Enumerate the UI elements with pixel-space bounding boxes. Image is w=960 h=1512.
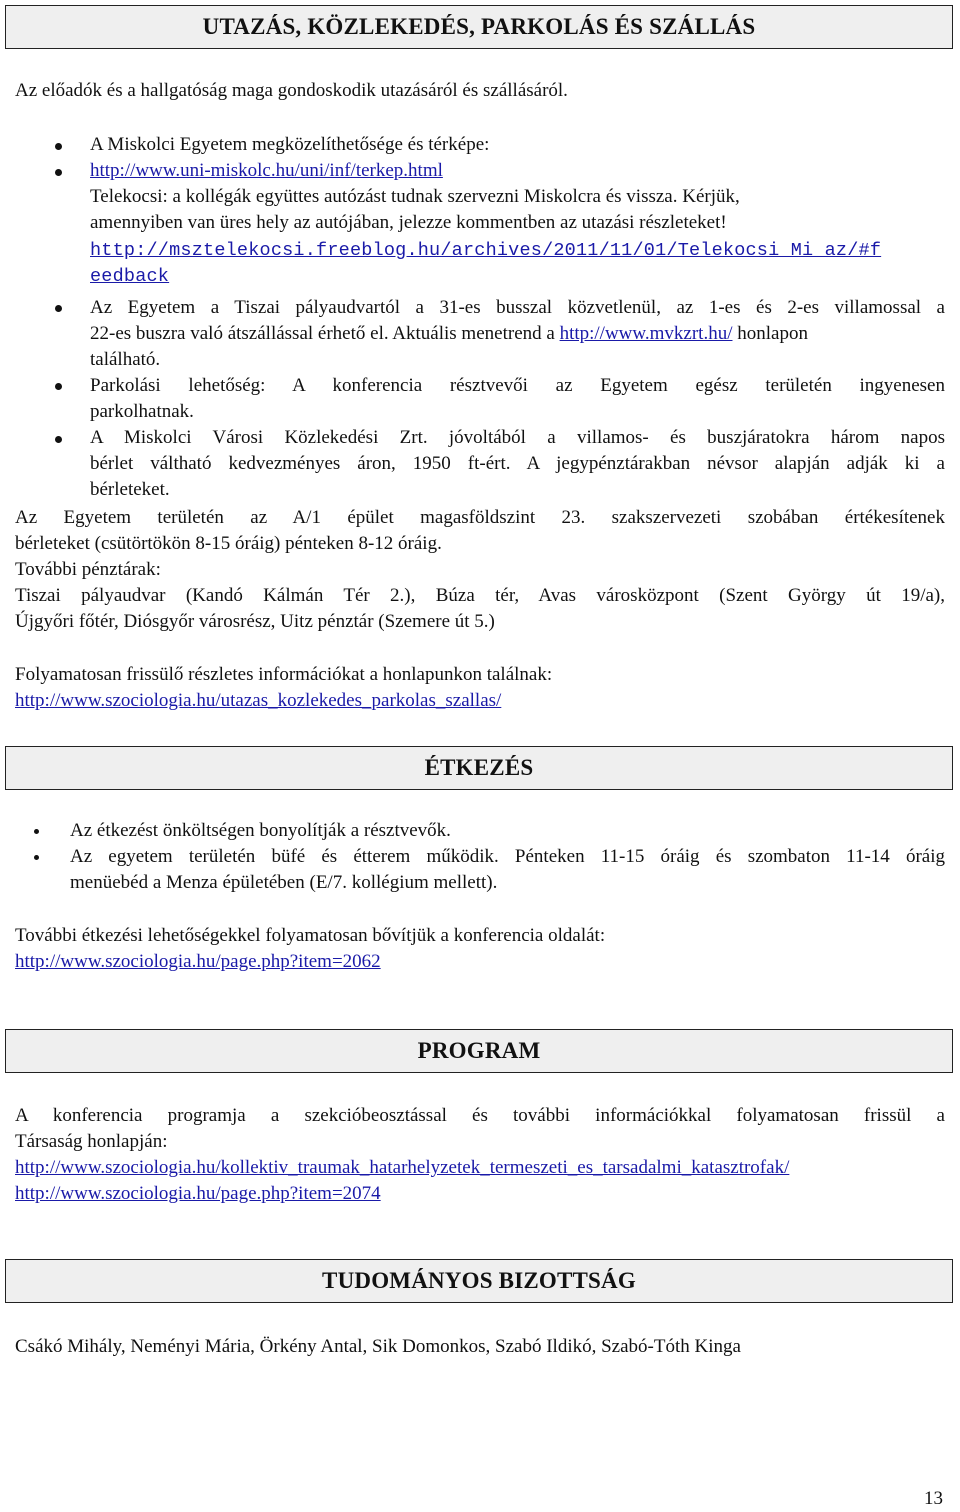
section-heading-food: [5, 746, 953, 790]
list-item-text: Telekocsi: a kollégák együttes autózást tudnak szervezni Miskolcra és vissza. Kérjük,: [90, 186, 740, 207]
bullet-icon: [34, 855, 39, 860]
section-heading-committee: [5, 1259, 953, 1303]
page-number: 13: [924, 1488, 943, 1509]
bullet-icon: [55, 305, 62, 312]
carpool-link[interactable]: http://msztelekocsi.freeblog.hu/archives/2011/11/01/Telekocsi_Mi_az/#f: [90, 240, 882, 261]
list-item-text: parkolhatnak.: [90, 401, 194, 422]
travel-intro: Az előadók és a hallgatóság maga gondoskodik utazásáról és szállásáról.: [15, 80, 568, 101]
list-item-text: A Miskolci Egyetem megközelíthetősége és térképe:: [90, 134, 490, 155]
list-item-text: Az Egyetem a Tiszai pályaudvartól a 31-es busszal közvetlenül, az 1-es és 2-es villamossal a: [90, 297, 945, 318]
program-link-2[interactable]: http://www.szociologia.hu/page.php?item=2074: [15, 1183, 381, 1204]
section-title: TUDOMÁNYOS BIZOTTSÁG: [322, 1268, 636, 1293]
section-title: UTAZÁS, KÖZLEKEDÉS, PARKOLÁS ÉS SZÁLLÁS: [202, 14, 756, 39]
list-item-carpool: [90, 184, 945, 290]
list-item-text: 22-es buszra való átszállással érhető el. Aktuális menetrend a http://www.mvkzrt.hu/ honlapon: [90, 323, 808, 344]
section-title: ÉTKEZÉS: [424, 755, 534, 780]
list-item-text: bérlet váltható kedvezményes áron, 1950 ft-ért. A jegypénztárakban névsor alapján adják ki a: [90, 453, 945, 474]
bullet-icon: [55, 169, 62, 176]
list-item: [90, 132, 945, 184]
food-info-link[interactable]: http://www.szociologia.hu/page.php?item=2062: [15, 951, 381, 972]
list-item-text: amennyiben van üres hely az autójában, jelezze kommentben az utazási részleteket!: [90, 212, 727, 233]
list-item-pass: [90, 425, 945, 503]
section-heading-travel: [5, 5, 953, 49]
list-item-text: A Miskolci Városi Közlekedési Zrt. jóvoltából a villamos- és buszjáratokra három napos: [90, 427, 945, 448]
paragraph-food-more: További étkezési lehetőségekkel folyamatosan bővítjük a konferencia oldalát: http://www.szociologia.hu/page.php?item=2062: [15, 923, 945, 975]
bullet-icon: [34, 829, 39, 834]
list-item: Az étkezést önköltségen bonyolítják a résztvevők.: [70, 820, 451, 841]
paragraph-more-info: Folyamatosan frissülő részletes információkat a honlapunkon találnak: http://www.szociologia.hu/utazas_kozlekedes_parkolas_szallas/: [15, 662, 945, 714]
program-link-1[interactable]: http://www.szociologia.hu/kollektiv_traumak_hatarhelyzetek_termeszeti_es_tarsadalmi_katasztrofak/: [15, 1157, 790, 1178]
list-item-transport: [90, 295, 945, 373]
list-item-text: Parkolási lehetőség: A konferencia résztvevői az Egyetem egész területén ingyenesen: [90, 375, 945, 396]
committee-members: Csákó Mihály, Neményi Mária, Örkény Antal, Sik Domonkos, Szabó Ildikó, Szabó-Tóth Kinga: [15, 1336, 741, 1357]
list-item-parking: [90, 373, 945, 425]
list-item-text: található.: [90, 349, 161, 370]
bullet-icon: [55, 143, 62, 150]
paragraph-pass-sales: Az Egyetem területén az A/1 épület magasföldszint 23. szakszervezeti szobában értékesítenek bérleteket (csütörtökön 8-15 óráig) pénteken 8-12 óráig. További pénztárak: Tiszai pályaudvar (Kandó Kálmán Tér 2.), Búza tér, Avas városközpont (Szent György út 19/a), Újgyőri főtér, Diósgyőr városrész, Uitz pénztár (Szemere út 5.): [15, 507, 945, 632]
list-item: Az egyetem területén büfé és étterem működik. Pénteken 11-15 óráig és szombaton 11-14 óráig menüebéd a Menza épületében (E/7. kollégium mellett).: [70, 846, 945, 893]
bullet-icon: [55, 436, 62, 443]
map-link[interactable]: http://www.uni-miskolc.hu/uni/inf/terkep.html: [90, 160, 443, 181]
timetable-link[interactable]: http://www.mvkzrt.hu/: [559, 323, 733, 344]
carpool-link-continued[interactable]: eedback: [90, 266, 170, 287]
travel-info-link[interactable]: http://www.szociologia.hu/utazas_kozlekedes_parkolas_szallas/: [15, 690, 502, 711]
list-item-text: bérleteket.: [90, 479, 170, 500]
section-title: PROGRAM: [417, 1038, 541, 1063]
bullet-icon: [55, 383, 62, 390]
section-heading-program: [5, 1029, 953, 1073]
paragraph-program: A konferencia programja a szekcióbeosztással és további információkkal folyamatosan frissül a Társaság honlapján: http://www.szociologia.hu/kollektiv_traumak_hatarhelyzetek_termeszeti_es_tarsadalmi_katasztrofak/ http://www.szociologia.hu/page.php?item=2074: [15, 1103, 945, 1207]
